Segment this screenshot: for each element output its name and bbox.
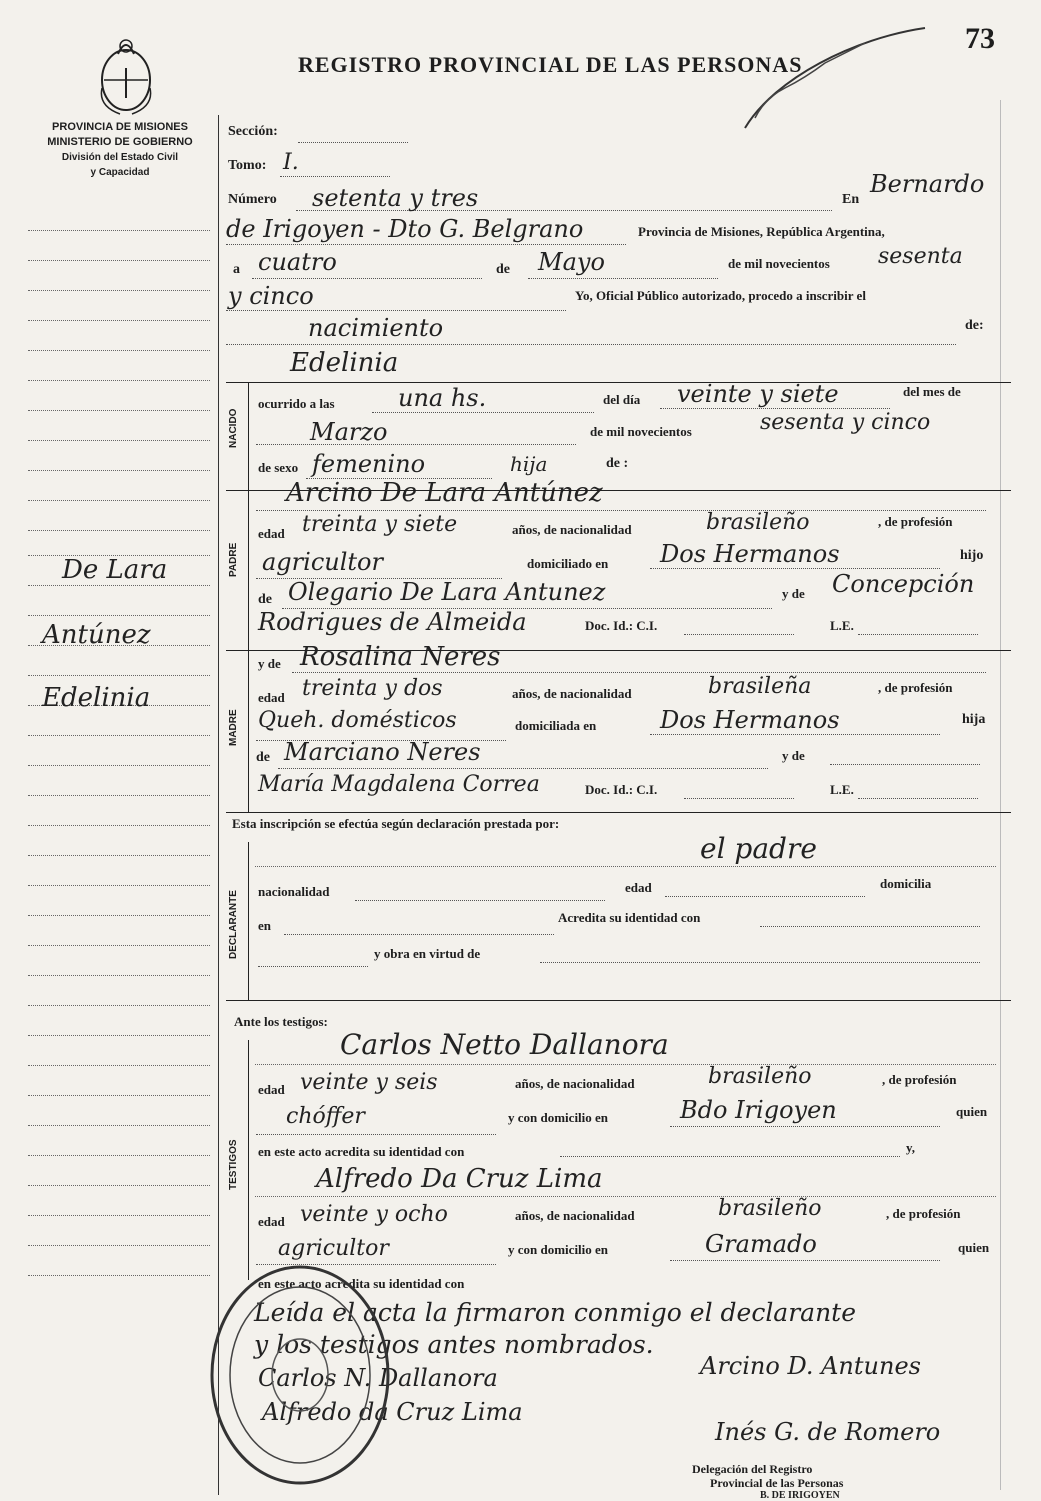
testigo1-name-field	[255, 1064, 996, 1065]
madre-profesion-label: , de profesión	[878, 680, 953, 695]
testigos-section-label: TESTIGOS	[228, 1139, 239, 1191]
testigo1-domicilio-value: Bdo Irigoyen	[680, 1096, 837, 1124]
anio-field	[226, 310, 566, 311]
padre-domicilio-label: domiciliado en	[527, 556, 609, 571]
declarante-acredita-label: Acredita su identidad con	[558, 910, 701, 925]
nacido-dia-value: veinte y siete	[677, 380, 839, 408]
place-value: de Irigoyen - Dto G. Belgrano	[226, 215, 584, 243]
tomo-value: I.	[283, 150, 299, 175]
padre-anos-label: años, de nacionalidad	[512, 522, 632, 537]
testigo2-anos-label: años, de nacionalidad	[515, 1208, 635, 1223]
ocurrido-label: ocurrido a las	[258, 396, 335, 411]
madre-le-label: L.E.	[830, 782, 854, 797]
padre-profesion-label: , de profesión	[878, 514, 953, 529]
yo-text: Yo, Oficial Público autorizado, procedo a inscribir el	[575, 288, 866, 303]
nacido-name-value: Edelinia	[290, 348, 399, 378]
place-field	[226, 244, 626, 245]
declarante-nacionalidad-label: nacionalidad	[258, 884, 330, 899]
testigo1-edad-label: edad	[258, 1082, 285, 1097]
rotated-stamp-icon	[735, 18, 935, 138]
cierre-line-2: y los testigos antes nombrados.	[254, 1330, 654, 1359]
en-label: En	[842, 192, 860, 207]
declarante-top-border	[226, 812, 1011, 813]
sexo-label: de sexo	[258, 460, 299, 475]
nacido-mes-field	[256, 444, 576, 445]
page-right-border	[1000, 100, 1001, 1490]
declarante-en-label: en	[258, 918, 271, 933]
testigo1-domicilio-field	[670, 1126, 940, 1127]
madre-doc-field	[684, 798, 794, 799]
testigos-intro: Ante los testigos:	[234, 1014, 328, 1029]
testigo1-profesion-label: , de profesión	[882, 1072, 957, 1087]
declarante-intro: Esta inscripción se efectúa según declaración prestada por:	[232, 816, 560, 831]
institution-line-2: MINISTERIO DE GOBIERNO	[47, 136, 193, 148]
madre-domicilio-field	[650, 734, 940, 735]
testigo2-domicilio-label: y con domicilio en	[508, 1242, 609, 1257]
padre-doc-label: Doc. Id.: C.I.	[585, 618, 658, 633]
institution-line-1: PROVINCIA DE MISIONES	[52, 121, 188, 133]
institution-block	[30, 120, 210, 180]
madre-anos-label: años, de nacionalidad	[512, 686, 632, 701]
anio-value-2: y cinco	[228, 282, 314, 310]
page-number: 73	[965, 22, 995, 55]
testigo1-acredita-label: en este acto acredita su identidad con	[258, 1144, 465, 1159]
madre-domicilio-label: domiciliada en	[515, 718, 597, 733]
hora-value: una hs.	[398, 384, 487, 412]
margin-note-name: Edelinia	[42, 683, 151, 713]
nacido-dia-field	[660, 408, 890, 409]
numero-label: Número	[228, 192, 277, 207]
testigo1-acredita-field	[560, 1156, 900, 1157]
declarante-edad-field	[665, 896, 865, 897]
madre-padre-value: Marciano Neres	[284, 738, 481, 766]
dia-value: cuatro	[258, 248, 337, 276]
en-value: Bernardo	[870, 170, 985, 198]
official-stamp-icon	[205, 1260, 395, 1490]
declarante-section-label: DECLARANTE	[228, 890, 239, 960]
nacido-section-label: NACIDO	[228, 408, 239, 448]
nacido-mil-label: de mil novecientos	[590, 424, 692, 439]
madre-edad-value: treinta y dos	[302, 676, 443, 701]
de-colon-label: de:	[965, 318, 984, 333]
madre-domicilio-value: Dos Hermanos	[660, 706, 840, 734]
madre-name-field	[292, 672, 986, 673]
testigo2-edad-value: veinte y ocho	[300, 1202, 448, 1227]
a-label: a	[233, 262, 240, 277]
testigo2-domicilio-field	[670, 1260, 940, 1261]
padre-domicilio-value: Dos Hermanos	[660, 540, 840, 568]
madre-de-label: de	[256, 750, 270, 765]
testigo1-nacionalidad-value: brasileño	[708, 1064, 812, 1089]
nacido-mes-value: Marzo	[310, 418, 388, 446]
declarante-section-divider	[248, 842, 249, 1000]
testigo1-domicilio-label: y con domicilio en	[508, 1110, 609, 1125]
padre-hijo-label: hijo	[960, 548, 984, 563]
testigo2-name-field	[255, 1196, 996, 1197]
madre-section-label: MADRE	[228, 709, 239, 747]
padre-edad-label: edad	[258, 526, 285, 541]
seccion-label: Sección:	[228, 124, 278, 139]
testigos-section-divider	[248, 1040, 249, 1280]
provincia-text: Provincia de Misiones, República Argentina,	[638, 224, 885, 239]
signature-declarante: Arcino D. Antunes	[700, 1352, 921, 1380]
testigo2-profesion-label: , de profesión	[886, 1206, 961, 1221]
numero-value: setenta y tres	[312, 184, 479, 212]
testigo2-profesion-value: agricultor	[278, 1236, 389, 1261]
padre-le-label: L.E.	[830, 618, 854, 633]
institution-line-4: y Capacidad	[90, 167, 150, 178]
de-label: de	[496, 262, 510, 277]
nacido-anio-value: sesenta y cinco	[760, 410, 931, 435]
nacido-de-label: de :	[606, 456, 629, 471]
declarante-nacionalidad-field	[355, 900, 605, 901]
declarante-en-field	[284, 934, 554, 935]
declarante-line-1	[255, 866, 996, 867]
padre-madre-value-2: Rodrigues de Almeida	[258, 608, 527, 636]
padre-de-label: de	[258, 592, 272, 607]
testigo2-edad-label: edad	[258, 1214, 285, 1229]
madre-madre-value: María Magdalena Correa	[258, 772, 540, 797]
padre-le-field	[858, 634, 978, 635]
declarante-domicilia-label: domicilia	[880, 876, 932, 891]
acto-value: nacimiento	[308, 314, 444, 342]
declarante-obra-label: y obra en virtud de	[374, 946, 481, 961]
tomo-label: Tomo:	[228, 158, 267, 173]
testigo2-nacionalidad-value: brasileño	[718, 1196, 822, 1221]
document-title: REGISTRO PROVINCIAL DE LAS PERSONAS	[298, 52, 803, 77]
signature-official: Inés G. de Romero	[715, 1418, 941, 1446]
padre-nacionalidad-value: brasileño	[706, 510, 810, 535]
dia-field	[252, 278, 482, 279]
nacido-top-border	[226, 382, 1011, 383]
padre-padre-value: Olegario De Lara Antunez	[288, 578, 606, 606]
declarante-edad-label: edad	[625, 880, 652, 895]
official-title-2: Provincial de las Personas	[710, 1476, 844, 1490]
hora-field	[372, 412, 594, 413]
padre-edad-value: treinta y siete	[302, 512, 458, 537]
testigo2-domicilio-value: Gramado	[705, 1230, 817, 1258]
official-title-3: B. DE IRIGOYEN	[760, 1490, 840, 1501]
padre-name-value: Arcino De Lara Antúnez	[286, 478, 603, 508]
hija-value: hija	[510, 452, 548, 476]
madre-hija-label: hija	[962, 712, 986, 727]
margin-note-surname-1: De Lara	[62, 555, 168, 585]
declarante-acredita-field	[760, 926, 980, 927]
testigos-top-border	[226, 1000, 1011, 1001]
madre-madre-field-top	[830, 764, 980, 765]
signature-testigo-1: Carlos N. Dallanora	[258, 1364, 498, 1392]
testigo1-profesion-field	[256, 1134, 496, 1135]
testigo1-profesion-value: chóffer	[286, 1104, 365, 1129]
madre-nacionalidad-value: brasileña	[708, 674, 812, 699]
del-dia-label: del día	[603, 392, 641, 407]
madre-padre-field	[278, 768, 768, 769]
testigo1-anos-label: años, de nacionalidad	[515, 1076, 635, 1091]
nacido-section-divider	[248, 382, 249, 492]
declarante-obra-field-left	[258, 966, 368, 967]
official-title-1: Delegación del Registro	[692, 1462, 813, 1476]
madre-name-value: Rosalina Neres	[300, 642, 501, 672]
cierre-line-1: Leída el acta la firmaron conmigo el declarante	[254, 1298, 857, 1327]
seccion-field	[298, 142, 408, 143]
padre-profesion-value: agricultor	[262, 548, 383, 576]
padre-domicilio-field	[650, 568, 940, 569]
madre-edad-label: edad	[258, 690, 285, 705]
madre-section-divider	[248, 650, 249, 812]
madre-profesion-value: Queh. domésticos	[258, 708, 457, 733]
anio-value-1: sesenta	[878, 244, 963, 269]
coat-of-arms-icon	[96, 28, 156, 116]
institution-line-3: División del Estado Civil	[61, 152, 179, 163]
padre-doc-field	[684, 634, 794, 635]
declarante-value: el padre	[700, 832, 817, 865]
testigo2-quien-label: quien	[958, 1240, 990, 1255]
padre-name-field	[256, 510, 986, 511]
sexo-value: femenino	[312, 450, 426, 478]
testigo1-edad-value: veinte y seis	[300, 1070, 438, 1095]
padre-section-divider	[248, 490, 249, 650]
testigo1-quien-label: quien	[956, 1104, 988, 1119]
tomo-field	[280, 176, 390, 177]
mes-value: Mayo	[538, 248, 605, 276]
madre-y-de-label: y de	[258, 656, 281, 671]
margin-note-surname-2: Antúnez	[42, 620, 151, 650]
del-mes-label: del mes de	[903, 384, 961, 399]
padre-y-de-label: y de	[782, 586, 805, 601]
testigo2-acredita-label: en este acto acredita su identidad con	[258, 1276, 465, 1291]
padre-section-label: PADRE	[228, 542, 239, 578]
signature-testigo-2: Alfredo da Cruz Lima	[262, 1398, 523, 1426]
mil-label: de mil novecientos	[728, 256, 830, 271]
declarante-obra-field	[540, 962, 980, 963]
testigo1-name-value: Carlos Netto Dallanora	[340, 1028, 669, 1061]
madre-le-field	[858, 798, 978, 799]
padre-madre-value-1: Concepción	[832, 570, 975, 598]
mes-field	[528, 278, 718, 279]
testigo1-y-label: y,	[906, 1140, 916, 1155]
madre-y-de-label-2: y de	[782, 748, 805, 763]
acto-field	[226, 344, 956, 345]
testigo2-name-value: Alfredo Da Cruz Lima	[316, 1164, 603, 1194]
madre-doc-label: Doc. Id.: C.I.	[585, 782, 658, 797]
